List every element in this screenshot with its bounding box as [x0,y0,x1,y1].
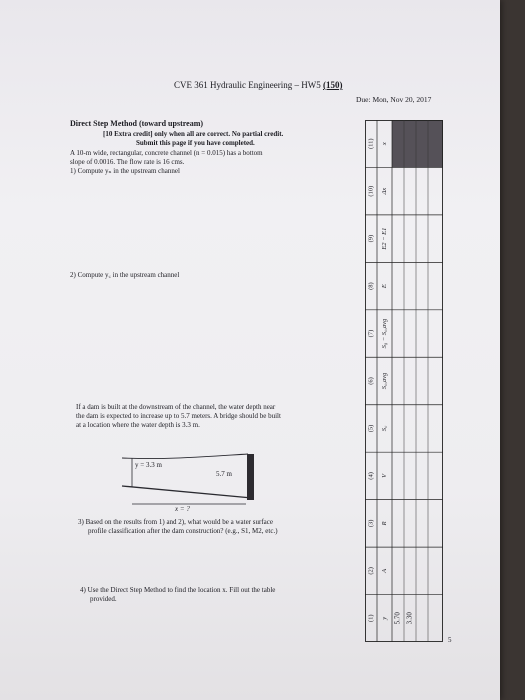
column-number: (5) [367,424,375,433]
column-number: (9) [367,234,375,243]
course-title: CVE 361 Hydraulic Engineering – HW5 [174,80,321,90]
dam-wall [247,454,254,500]
column-label: A [380,568,388,573]
column-number: (2) [367,567,375,575]
table-footnote: 5 [448,636,452,644]
dam-depth-label: 5.7 m [216,470,232,478]
question-3-line-2: profile classification after the dam construction? (e.g., S1, M2, etc.) [88,527,278,535]
shaded-cell [392,120,443,167]
dam-description-3: at a location where the water depth is 3.3 m. [76,421,200,429]
depth-value: 5.70 [393,612,402,625]
column-label: S꜀,avg [380,372,388,390]
column-label: E [380,284,388,289]
column-label: E2 − E1 [380,227,388,250]
problem-description-1: A 10-m wide, rectangular, concrete channel (n = 0.015) has a bottom [70,149,263,157]
due-date: Due: Mon, Nov 20, 2017 [356,95,432,104]
column-number: (8) [367,282,375,290]
page-header [174,80,342,90]
column-number: (11) [367,138,375,150]
column-number: (10) [367,185,375,197]
distance-x-label: x = ? [175,505,190,512]
column-label: R [380,521,388,526]
column-number: (6) [367,377,375,385]
question-2: 2) Compute y꜀ in the upstream channel [70,271,180,279]
problem-description-2: slope of 0.0016. The flow rate is 16 cms. [70,158,185,166]
dam-description-2: the dam is expected to increase up to 5.7 meters. A bridge should be built [76,412,281,420]
column-number: (7) [367,329,375,338]
question-1: 1) Compute yₙ in the upstream channel [70,167,180,175]
channel-sketch [120,450,260,512]
column-label: S꜀ [380,425,388,432]
column-label: x [380,142,388,146]
depth-y-label: y = 3.3 m [135,461,162,469]
section-title: Direct Step Method (toward upstream) [70,119,204,128]
column-label: V [380,473,388,478]
column-number: (3) [367,519,375,528]
water-surface-line [122,454,248,459]
column-label: Δx [380,187,388,195]
column-number: (1) [367,614,375,623]
depth-value: 3.30 [405,612,414,625]
column-number: (4) [367,472,375,480]
submit-note: Submit this page if you have completed. [136,139,255,147]
question-3-line-1: 3) Based on the results from 1) and 2), what would be a water surface [78,518,273,526]
column-label: y [380,616,388,620]
direct-step-table [365,120,443,642]
question-4-line-2: provided. [90,595,117,603]
extra-credit-note: [10 Extra credit] only when all are correct. No partial credit. [103,130,284,138]
dam-description-1: If a dam is built at the downstream of the channel, the water depth near [76,403,276,411]
column-label: S₀ − S꜀,avg [380,318,388,349]
channel-bed-line [122,486,252,498]
total-score: (150) [322,80,343,90]
question-4-line-1: 4) Use the Direct Step Method to find the location x. Fill out the table [80,586,276,594]
